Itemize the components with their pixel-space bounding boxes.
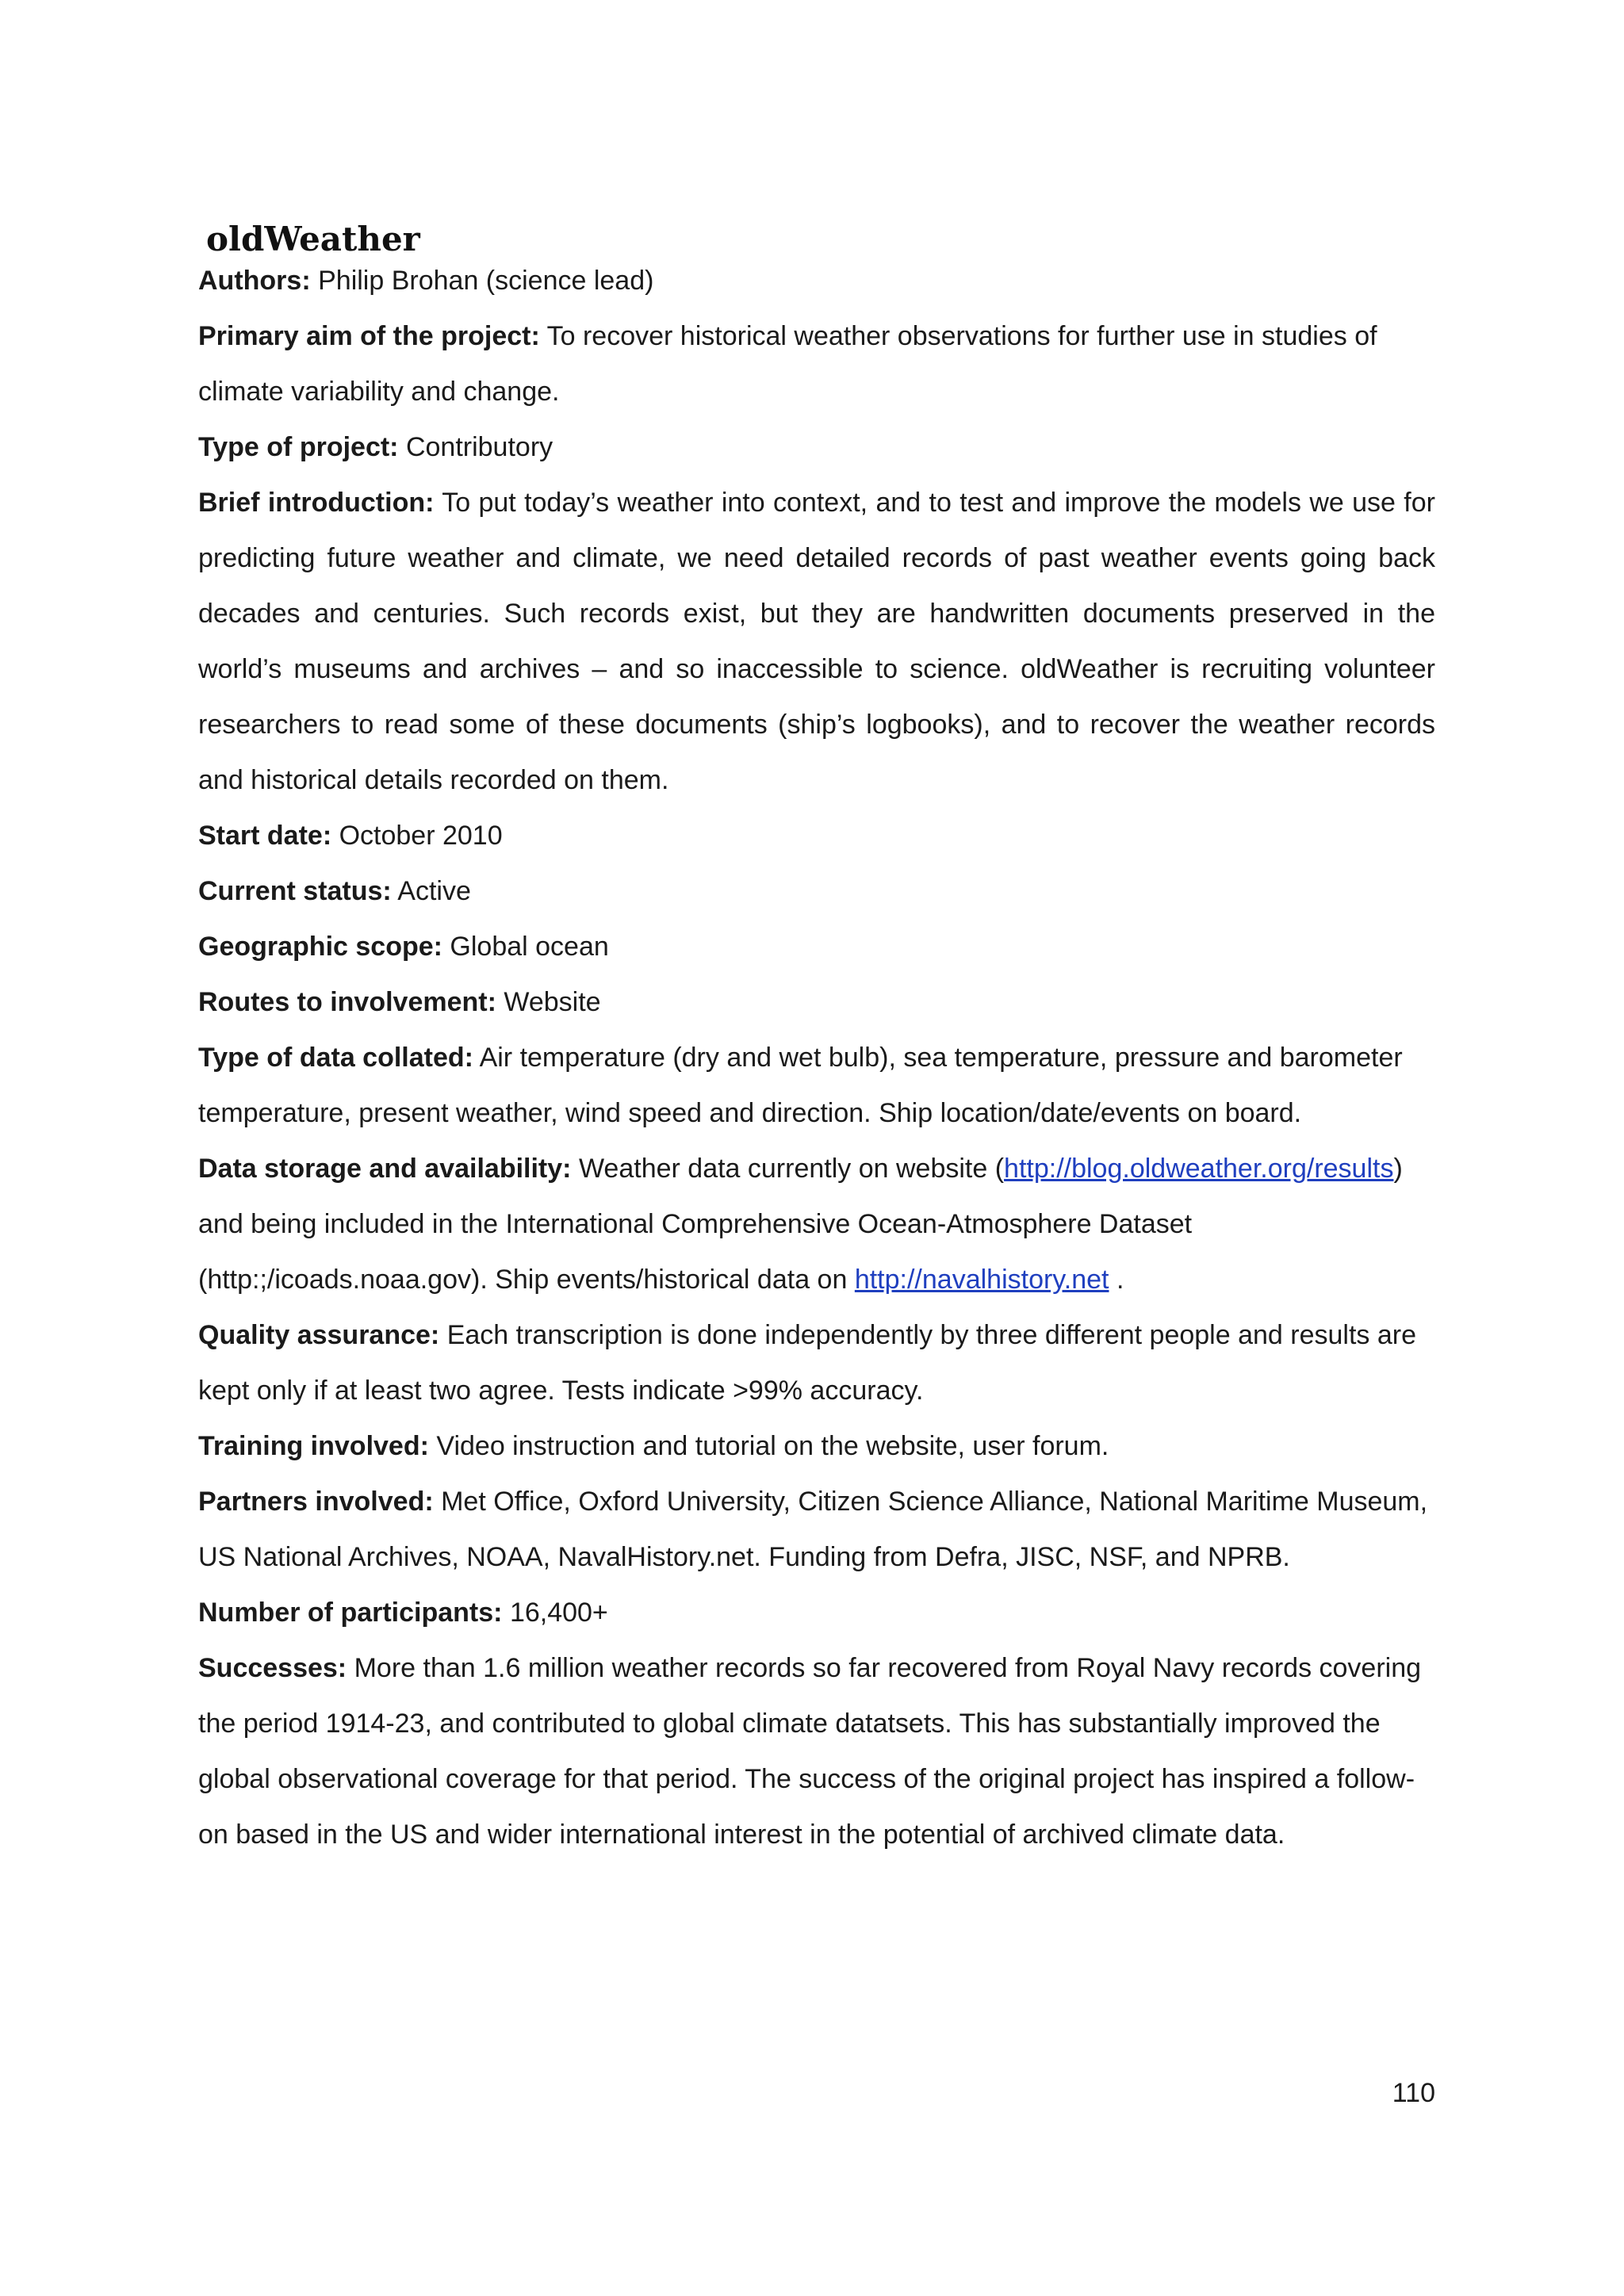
training-value: Video instruction and tutorial on the website, user forum. [436,1431,1109,1461]
primary-aim-field [198,308,1435,419]
participants-label: Number of participants: [198,1598,503,1628]
type-of-project-label: Type of project: [198,432,399,462]
start-date-field [198,808,1435,863]
navalhistory-link[interactable]: http://navalhistory.net [854,1265,1109,1295]
successes-label: Successes: [198,1653,347,1683]
training-field [198,1418,1435,1474]
start-date-value: October 2010 [339,821,503,851]
successes-value: More than 1.6 million weather records so far recovered from Royal Navy records covering the period 1914-23, and contributed to global climate datatsets. This has substantially improved the global observational coverage for that period. The success of the original project has inspired a follow-on based in the US and wider international interest in the potential of archived climate data. [198,1653,1422,1850]
page-title: oldWeather [206,220,420,258]
brief-introduction-label: Brief introduction: [198,488,435,518]
partners-label: Partners involved: [198,1487,434,1517]
data-storage-field [198,1141,1435,1307]
type-of-data-label: Type of data collated: [198,1043,473,1073]
routes-to-involvement-value: Website [504,987,601,1017]
start-date-label: Start date: [198,821,332,851]
quality-assurance-label: Quality assurance: [198,1320,440,1350]
successes-field [198,1640,1435,1862]
authors-label: Authors: [198,266,311,296]
geographic-scope-value: Global ocean [450,932,609,962]
geographic-scope-field [198,919,1435,974]
primary-aim-value: To recover historical weather observations for further use in studies of climate variability and change. [198,321,1377,407]
data-storage-text-1: Weather data currently on website ( [578,1154,1005,1184]
type-of-project-value: Contributory [405,432,553,462]
partners-field [198,1474,1435,1585]
type-of-data-field [198,1030,1435,1141]
routes-to-involvement-label: Routes to involvement: [198,987,496,1017]
primary-aim-label: Primary aim of the project: [198,321,540,351]
page-number: 110 [1392,2078,1435,2108]
brief-introduction-value: To put today’s weather into context, and to test and improve the models we use for predicting future weather and climate, we need detailed records of past weather events going back decades and centuries. Such records exist, but they are handwritten documents preserved in the world’s museums and archives – and so inaccessible to science. oldWeather is recruiting volunteer researchers to read some of these documents (ship’s logbooks), and to recover the weather records and historical details recorded on them. [198,488,1435,795]
data-storage-label: Data storage and availability: [198,1154,572,1184]
authors-field [198,258,1435,303]
data-storage-text-3: . [1109,1265,1124,1295]
geographic-scope-label: Geographic scope: [198,932,442,962]
participants-value: 16,400+ [509,1598,608,1628]
current-status-label: Current status: [198,876,392,906]
participants-field [198,1585,1435,1640]
routes-to-involvement-field [198,974,1435,1030]
authors-value: Philip Brohan (science lead) [318,266,654,296]
type-of-project-field [198,419,1435,475]
current-status-field [198,863,1435,919]
partners-value: Met Office, Oxford University, Citizen Science Alliance, National Maritime Museum, US National Archives, NOAA, NavalHistory.net. Funding from Defra, JISC, NSF, and NPRB. [198,1487,1428,1572]
type-of-data-value: Air temperature (dry and wet bulb), sea temperature, pressure and barometer temperature, present weather, wind speed and direction. Ship location/date/events on board. [198,1043,1403,1128]
document-page [198,220,1435,1862]
quality-assurance-field [198,1307,1435,1418]
current-status-value: Active [397,876,471,906]
quality-assurance-value: Each transcription is done independently by three different people and results are kept only if at least two agree. Tests indicate >99% accuracy. [198,1320,1416,1406]
results-link[interactable]: http://blog.oldweather.org/results [1004,1154,1394,1184]
brief-introduction-field [198,475,1435,808]
data-storage-text-2: ) and being included in the International Comprehensive Ocean-Atmosphere Dataset (http:;/icoads.noaa.gov). Ship events/historical data on [198,1154,1403,1295]
training-label: Training involved: [198,1431,429,1461]
